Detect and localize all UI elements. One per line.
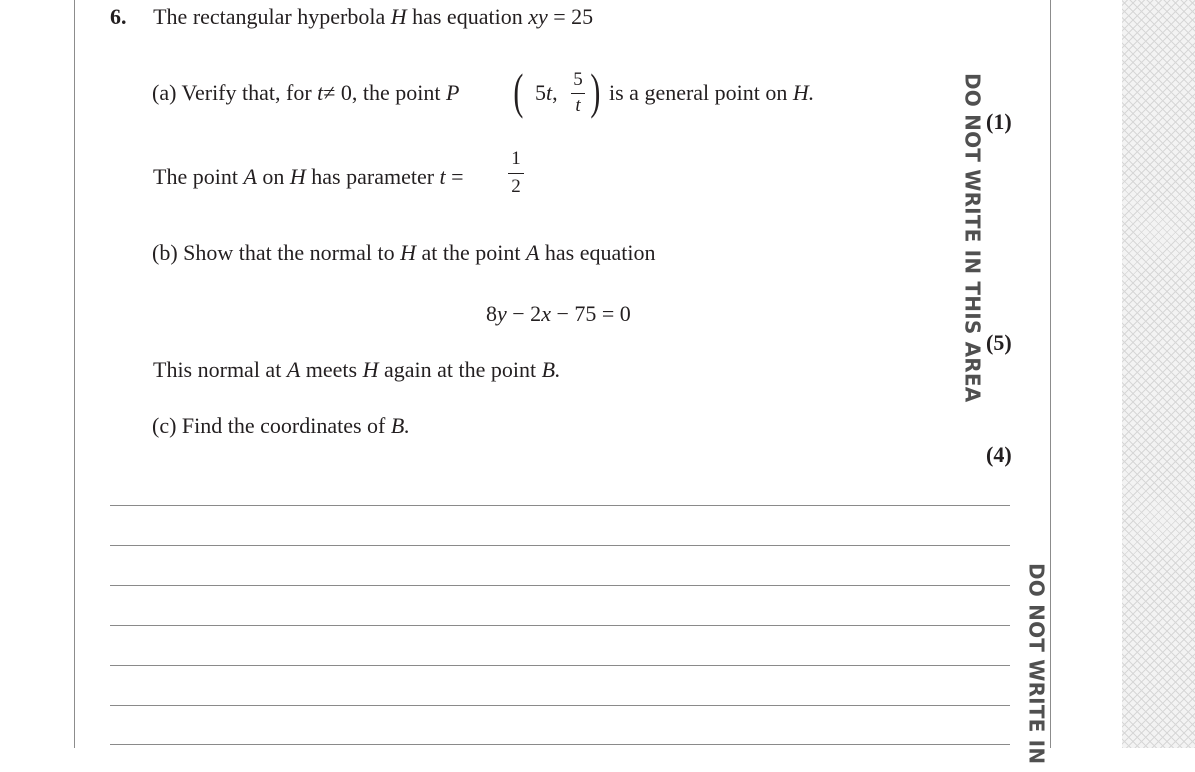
normal-meets-text: This normal at A meets H again at the point B. (153, 357, 561, 382)
answer-line[interactable] (110, 665, 1010, 666)
answer-line[interactable] (110, 545, 1010, 546)
left-margin-rule (74, 0, 75, 748)
part-c-marks: (4) (986, 442, 1012, 467)
frac-a-denominator: t (575, 95, 581, 116)
part-c-label: (c) (152, 413, 177, 438)
margin-warning-top: DO NOT WRITE IN THIS AREA (960, 65, 984, 410)
part-b-text: (b) Show that the normal to H at the point A has equation (152, 240, 656, 265)
open-paren: ( (513, 63, 524, 119)
frac-param-bar (508, 173, 524, 174)
frac-a-bar (571, 93, 585, 94)
answer-line[interactable] (110, 705, 1010, 706)
question-number: 6. (110, 4, 127, 29)
part-a-label: (a) (152, 80, 177, 105)
close-paren: ) (590, 63, 601, 119)
part-a-text-end: is a general point on H. (609, 80, 815, 105)
part-b-label: (b) (152, 240, 178, 265)
answer-line[interactable] (110, 625, 1010, 626)
frac-a-numerator: 5 (573, 69, 583, 90)
answer-line[interactable] (110, 585, 1010, 586)
normal-equation: 8y − 2x − 75 = 0 (486, 301, 631, 326)
frac-param-denominator: 2 (511, 176, 521, 197)
part-a-text: (a) Verify that, for t≠ 0, the point P (152, 80, 460, 105)
right-margin-rule (1050, 0, 1051, 748)
question-intro: 6. The rectangular hyperbola H has equation xy = 25 (110, 4, 594, 29)
margin-strip (1122, 0, 1195, 748)
part-b-marks: (5) (986, 330, 1012, 355)
part-c-text: (c) Find the coordinates of B. (152, 413, 410, 438)
frac-param-numerator: 1 (511, 148, 521, 169)
margin-warning-bottom: DO NOT WRITE IN (1024, 555, 1048, 772)
point-a-text: The point A on H has parameter t = (153, 164, 464, 189)
answer-line[interactable] (110, 505, 1010, 506)
part-a-marks: (1) (986, 109, 1012, 134)
answer-line[interactable] (110, 744, 1010, 745)
coord-first: 5t, (535, 80, 558, 105)
